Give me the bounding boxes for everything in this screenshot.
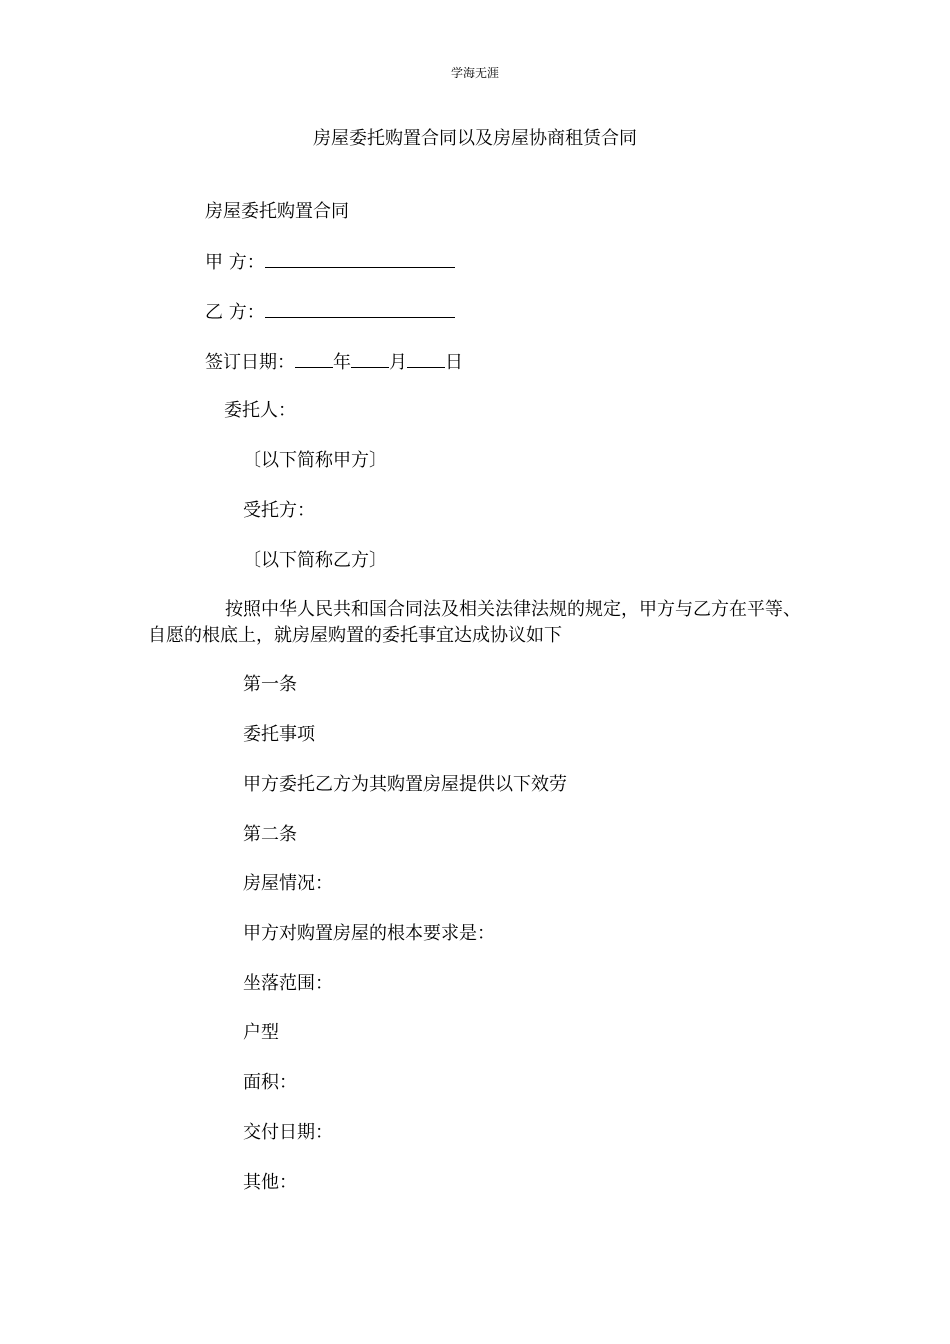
- requirement-delivery-date: 交付日期：: [243, 1122, 333, 1143]
- party-b-blank: [265, 299, 455, 318]
- month-blank: [351, 349, 389, 368]
- article-2-heading: 房屋情况：: [243, 873, 333, 894]
- article-1-number: 第一条: [243, 674, 297, 695]
- requirement-area: 面积：: [243, 1072, 297, 1093]
- article-1-content: 甲方委托乙方为其购置房屋提供以下效劳: [243, 774, 567, 795]
- article-1-heading: 委托事项: [243, 724, 315, 745]
- article-2-number: 第二条: [243, 824, 297, 845]
- requirement-other: 其他：: [243, 1172, 297, 1193]
- party-a-label: 甲 方：: [205, 252, 265, 273]
- document-title: 房屋委托购置合同以及房屋协商租赁合同: [313, 128, 637, 149]
- preamble-paragraph: [148, 597, 808, 649]
- month-label: 月: [389, 352, 407, 373]
- agent-label: 受托方：: [243, 500, 315, 521]
- agent-note: 〔以下简称乙方〕: [243, 550, 387, 571]
- party-b-label: 乙 方：: [205, 302, 265, 323]
- year-blank: [295, 349, 333, 368]
- sign-date-line: [205, 349, 463, 375]
- sign-date-label: 签订日期：: [205, 352, 295, 373]
- article-2-intro: 甲方对购置房屋的根本要求是：: [243, 923, 495, 944]
- party-b-line: [205, 299, 455, 325]
- principal-label: 委托人：: [224, 400, 296, 421]
- day-label: 日: [445, 352, 463, 373]
- party-a-blank: [265, 249, 455, 268]
- requirement-layout: 户型: [243, 1022, 279, 1043]
- day-blank: [407, 349, 445, 368]
- contract-subtitle: 房屋委托购置合同: [205, 201, 349, 222]
- preamble-text: 按照中华人民共和国合同法及相关法律法规的规定，甲方与乙方在平等、自愿的根底上，就房屋购置的委托事宜达成协议如下: [148, 599, 801, 646]
- year-label: 年: [333, 352, 351, 373]
- principal-note: 〔以下简称甲方〕: [243, 450, 387, 471]
- party-a-line: [205, 249, 455, 275]
- page-header: 学海无涯: [450, 66, 499, 80]
- requirement-location: 坐落范围：: [243, 973, 333, 994]
